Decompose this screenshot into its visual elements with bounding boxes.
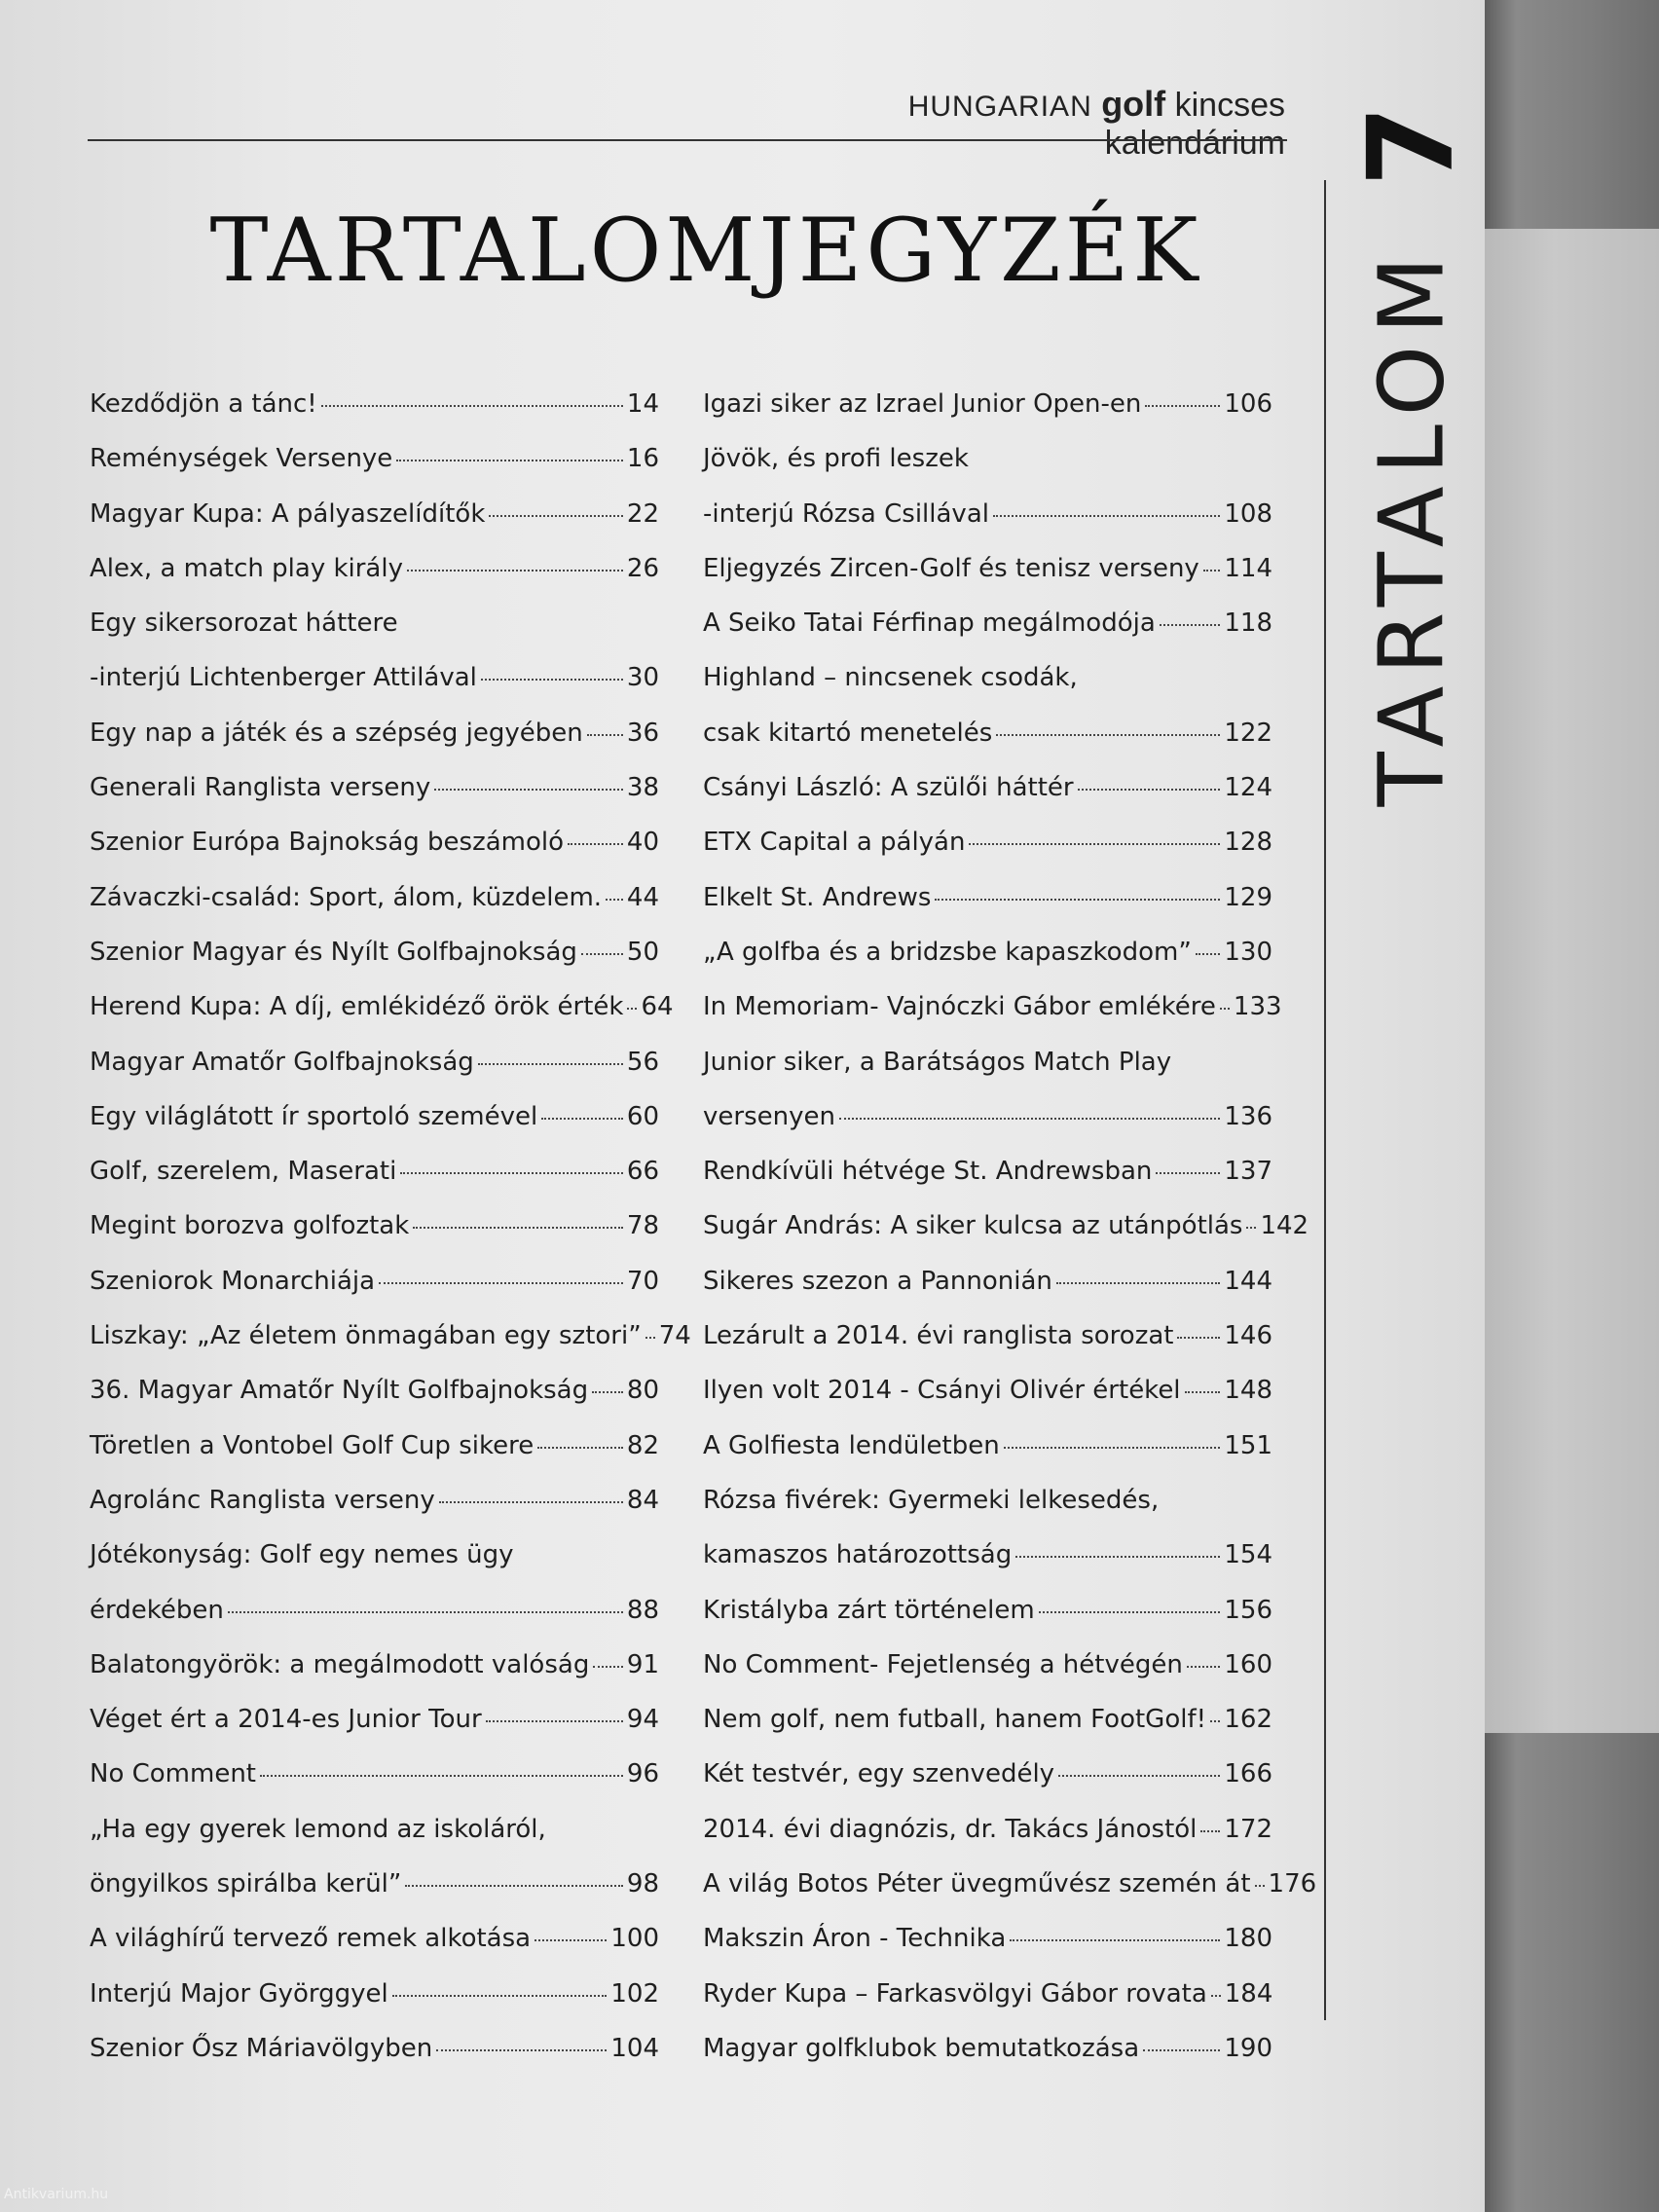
toc-entry (703, 608, 1272, 663)
toc-entry (90, 992, 674, 1047)
toc-entry-title: Eljegyzés Zircen-Golf és tenisz verseny (703, 553, 1199, 583)
toc-entry (703, 1102, 1272, 1157)
toc-leader-dots (606, 899, 623, 901)
toc-entry-page: 38 (626, 773, 659, 803)
toc-entry-title: Igazi siker az Izrael Junior Open-en (703, 389, 1142, 419)
toc-entry-page: 129 (1224, 882, 1272, 912)
toc-leader-dots (478, 1063, 623, 1065)
toc-leader-dots (993, 515, 1220, 517)
toc-entry-page: 50 (626, 937, 659, 967)
toc-entry-page: 102 (610, 1978, 659, 2009)
toc-entry-title: Závaczki-család: Sport, álom, küzdelem. (90, 882, 603, 912)
toc-leader-dots (1056, 1282, 1220, 1284)
toc-leader-dots (537, 1447, 623, 1449)
toc-entry-page: 96 (626, 1759, 659, 1789)
toc-entry-title: Golf, szerelem, Maserati (90, 1157, 397, 1187)
toc-leader-dots (1015, 1556, 1220, 1558)
toc-entry-page: 60 (626, 1101, 659, 1131)
toc-entry-title: Magyar Kupa: A pályaszelídítők (90, 498, 486, 529)
toc-entry-title: Véget ért a 2014-es Junior Tour (90, 1705, 482, 1735)
toc-entry (703, 1431, 1272, 1486)
toc-entry (90, 1486, 659, 1540)
toc-entry (703, 1267, 1272, 1321)
toc-entry-page: 30 (626, 663, 659, 693)
toc-entry (703, 1705, 1272, 1759)
toc-entry (90, 1924, 659, 1978)
toc-entry-title: versenyen (703, 1101, 835, 1131)
toc-entry-page: 124 (1224, 773, 1272, 803)
toc-entry (90, 1321, 691, 1376)
header-rule (88, 139, 1287, 141)
toc-entry-title: Csányi László: A szülői háttér (703, 773, 1074, 803)
toc-entry-title: Egy sikersorozat háttere (90, 608, 398, 639)
toc-leader-dots (489, 515, 623, 517)
toc-entry-title: Magyar golfklubok bemutatkozása (703, 2033, 1140, 2063)
toc-entry-title: A világ Botos Péter üvegművész szemén át (703, 1869, 1251, 1899)
toc-leader-dots (1185, 1391, 1221, 1393)
toc-entry-page: 142 (1260, 1211, 1309, 1241)
toc-entry-title: Rendkívüli hétvége St. Andrewsban (703, 1157, 1153, 1187)
toc-column-right (703, 389, 1317, 2088)
toc-leader-dots (439, 1501, 623, 1503)
page-header (720, 84, 1285, 163)
toc-leader-dots (1246, 1227, 1256, 1229)
toc-entry (703, 1979, 1272, 2034)
toc-leader-dots (228, 1611, 623, 1613)
toc-leader-dots (581, 953, 623, 955)
toc-entry-title: Ryder Kupa – Farkasvölgyi Gábor rovata (703, 1978, 1207, 2009)
toc-leader-dots (405, 1885, 623, 1887)
toc-entry-page: 56 (626, 1047, 659, 1077)
toc-entry (90, 1540, 659, 1595)
toc-entry-page: 180 (1224, 1924, 1272, 1954)
toc-entry (90, 1759, 659, 1814)
toc-entry-title: Jövök, és profi leszek (703, 444, 969, 474)
toc-entry-page: 104 (610, 2033, 659, 2063)
toc-entry-title: Egy nap a játék és a szépség jegyében (90, 718, 583, 748)
toc-entry-title: Sugár András: A siker kulcsa az utánpótlás (703, 1211, 1243, 1241)
toc-leader-dots (1004, 1447, 1221, 1449)
toc-leader-dots (321, 405, 623, 407)
toc-leader-dots (969, 843, 1220, 845)
toc-entry-page: 82 (626, 1430, 659, 1460)
toc-entry (703, 992, 1282, 1047)
toc-entry-page: 122 (1224, 718, 1272, 748)
toc-entry (90, 1705, 659, 1759)
toc-entry (90, 938, 659, 992)
toc-entry (90, 499, 659, 554)
toc-entry-page: 151 (1224, 1430, 1272, 1460)
toc-leader-dots (1058, 1775, 1220, 1777)
toc-entry (703, 1924, 1272, 1978)
toc-entry-page: 106 (1224, 389, 1272, 419)
toc-leader-dots (1145, 405, 1220, 407)
page-number: 7 (1344, 105, 1480, 187)
toc-entry-title: -interjú Rózsa Csillával (703, 498, 989, 529)
background-grey-strip (1485, 229, 1659, 1733)
toc-entry (90, 1979, 659, 2034)
toc-entry-page: 100 (610, 1924, 659, 1954)
toc-entry-page: 184 (1224, 1978, 1273, 2009)
toc-entry-page: 74 (658, 1321, 691, 1351)
toc-entry-title: Herend Kupa: A díj, emlékidéző örök érték (90, 992, 624, 1022)
toc-entry-title: „A golfba és a bridzsbe kapaszkodom” (703, 937, 1192, 967)
toc-leader-dots (392, 1995, 608, 1997)
toc-leader-dots (379, 1282, 623, 1284)
toc-entry-page: 44 (626, 882, 659, 912)
toc-entry-title: Szenior Magyar és Nyílt Golfbajnokság (90, 937, 577, 967)
toc-entry (703, 1048, 1272, 1102)
toc-entry (90, 1267, 659, 1321)
toc-entry-page: 118 (1224, 608, 1272, 639)
toc-entry-title: A Golfiesta lendületben (703, 1430, 1000, 1460)
toc-leader-dots (1211, 1995, 1221, 1997)
toc-leader-dots (935, 899, 1220, 901)
toc-entry-page: 148 (1224, 1376, 1272, 1406)
toc-entry-title: Elkelt St. Andrews (703, 882, 932, 912)
toc-entry (703, 2034, 1272, 2088)
toc-entry-title: kamaszos határozottság (703, 1540, 1013, 1570)
toc-entry-page: 98 (626, 1869, 659, 1899)
toc-entry-title: Sikeres szezon a Pannonián (703, 1266, 1052, 1296)
toc-entry (90, 1157, 659, 1211)
toc-leader-dots (1156, 1172, 1220, 1174)
toc-entry (90, 444, 659, 498)
toc-leader-dots (1143, 2049, 1220, 2051)
toc-entry-page: 144 (1224, 1266, 1272, 1296)
toc-leader-dots (568, 843, 623, 845)
toc-entry (703, 554, 1272, 608)
toc-entry-title: Rózsa fivérek: Gyermeki lelkesedés, (703, 1485, 1160, 1515)
toc-leader-dots (627, 1008, 637, 1010)
toc-entry-title: No Comment- Fejetlenség a hétvégén (703, 1649, 1183, 1679)
toc-entry (703, 828, 1272, 882)
toc-entry-title: Interjú Major Györggyel (90, 1978, 388, 2009)
toc-entry-title: Alex, a match play király (90, 553, 403, 583)
toc-entry-page: 172 (1224, 1814, 1272, 1844)
toc-entry (90, 389, 659, 444)
toc-leader-dots (592, 1391, 623, 1393)
toc-entry-title: Szenior Európa Bajnokság beszámoló (90, 828, 565, 858)
toc-entry (703, 1486, 1272, 1540)
toc-entry-title: érdekében (90, 1595, 224, 1625)
toc-leader-dots (1255, 1885, 1265, 1887)
toc-entry (703, 1376, 1272, 1430)
toc-entry-title: Szenior Ősz Máriavölgyben (90, 2033, 433, 2063)
toc-entry (90, 719, 659, 773)
toc-entry (703, 938, 1272, 992)
toc-entry-page: 190 (1224, 2033, 1272, 2063)
toc-entry (703, 1815, 1272, 1869)
toc-entry-page: 94 (626, 1705, 659, 1735)
toc-entry (90, 608, 659, 663)
toc-entry-title: Jótékonyság: Golf egy nemes ügy (90, 1540, 514, 1570)
toc-entry-page: 70 (626, 1266, 659, 1296)
toc-leader-dots (1177, 1337, 1220, 1339)
toc-entry (703, 1596, 1272, 1650)
toc-entry-title: Töretlen a Vontobel Golf Cup sikere (90, 1430, 535, 1460)
toc-entry-title: Két testvér, egy szenvedély (703, 1759, 1055, 1789)
toc-entry-title: Highland – nincsenek csodák, (703, 663, 1078, 693)
toc-entry (90, 1102, 659, 1157)
toc-entry-page: 146 (1224, 1321, 1272, 1351)
toc-entry-title: Kristályba zárt történelem (703, 1595, 1035, 1625)
toc-entry-title: 2014. évi diagnózis, dr. Takács Jánostól (703, 1814, 1198, 1844)
toc-entry-title: Magyar Amatőr Golfbajnokság (90, 1047, 474, 1077)
toc-entry-page: 84 (626, 1485, 659, 1515)
toc-leader-dots (1210, 1720, 1220, 1722)
toc-leader-dots (436, 2049, 607, 2051)
toc-entry (90, 554, 659, 608)
toc-entry-title: Ilyen volt 2014 - Csányi Olivér értékel (703, 1376, 1181, 1406)
toc-entry-page: 160 (1224, 1649, 1272, 1679)
toc-entry (90, 1815, 659, 1869)
toc-entry-title: Reménységek Versenye (90, 444, 393, 474)
toc-leader-dots (1203, 570, 1221, 571)
toc-leader-dots (1078, 789, 1221, 791)
toc-leader-dots (535, 1939, 607, 1941)
toc-entry (703, 1157, 1272, 1211)
toc-entry-page: 176 (1268, 1869, 1317, 1899)
header-brand-golf: golf (1101, 84, 1166, 124)
toc-leader-dots (1039, 1611, 1221, 1613)
toc-entry-page: 133 (1233, 992, 1282, 1022)
toc-entry (90, 1431, 659, 1486)
toc-entry-page: 40 (626, 828, 659, 858)
toc-entry-title: -interjú Lichtenberger Attilával (90, 663, 477, 693)
toc-entry (703, 719, 1272, 773)
toc-entry (703, 883, 1272, 938)
toc-entry (703, 499, 1272, 554)
toc-entry-page: 156 (1224, 1595, 1272, 1625)
toc-entry-title: A világhírű tervező remek alkotása (90, 1924, 532, 1954)
toc-entry (703, 1650, 1272, 1705)
toc-leader-dots (1200, 1830, 1220, 1832)
toc-entry-page: 22 (626, 498, 659, 529)
toc-entry-title: Megint borozva golfoztak (90, 1211, 410, 1241)
toc-leader-dots (486, 1720, 623, 1722)
toc-entry (703, 663, 1272, 718)
header-brand-hungarian: HUNGARIAN (907, 91, 1092, 123)
toc-entry-page: 64 (641, 992, 674, 1022)
toc-entry (703, 444, 1272, 498)
toc-entry-page: 128 (1224, 828, 1272, 858)
toc-entry (90, 1869, 659, 1924)
toc-entry-title: Egy világlátott ír sportoló szemével (90, 1101, 538, 1131)
toc-leader-dots (645, 1337, 655, 1339)
toc-entry (90, 2034, 659, 2088)
toc-entry-title: öngyilkos spirálba kerül” (90, 1869, 402, 1899)
toc-entry-page: 26 (626, 553, 659, 583)
toc-entry-page: 137 (1224, 1157, 1272, 1187)
toc-leader-dots (839, 1118, 1220, 1120)
toc-entry-title: Szeniorok Monarchiája (90, 1266, 376, 1296)
toc-leader-dots (260, 1775, 623, 1777)
toc-entry-page: 166 (1224, 1759, 1272, 1789)
toc-entry-title: Junior siker, a Barátságos Match Play (703, 1047, 1172, 1077)
toc-entry-title: Makszin Áron - Technika (703, 1924, 1007, 1954)
toc-entry-title: Liszkay: „Az életem önmagában egy sztori” (90, 1321, 642, 1351)
section-label: TARTALOM (1359, 244, 1464, 807)
toc-entry-page: 136 (1224, 1101, 1272, 1131)
toc-entry-page: 154 (1224, 1540, 1272, 1570)
toc-entry-title: Balatongyörök: a megálmodott valóság (90, 1649, 590, 1679)
toc-leader-dots (1187, 1666, 1221, 1668)
toc-entry (90, 883, 659, 938)
toc-entry-title: In Memoriam- Vajnóczki Gábor emlékére (703, 992, 1216, 1022)
toc-leader-dots (1196, 953, 1221, 955)
toc-entry (90, 773, 659, 828)
toc-entry-page: 36 (626, 718, 659, 748)
toc-entry (703, 1540, 1272, 1595)
toc-entry-title: csak kitartó menetelés (703, 718, 993, 748)
toc-leader-dots (481, 679, 623, 681)
toc-leader-dots (413, 1227, 623, 1229)
toc-leader-dots (1220, 1008, 1230, 1010)
toc-entry-page: 91 (626, 1649, 659, 1679)
toc-entry (703, 773, 1272, 828)
toc-entry-title: Lezárult a 2014. évi ranglista sorozat (703, 1321, 1174, 1351)
toc-entry-page: 16 (626, 444, 659, 474)
toc-entry (90, 663, 659, 718)
toc-entry (703, 1321, 1272, 1376)
toc-entry-title: A Seiko Tatai Férfinap megálmodója (703, 608, 1156, 639)
toc-leader-dots (587, 734, 623, 736)
toc-column-left (90, 389, 691, 2088)
header-brand-subtitle: kincses kalendárium (1104, 87, 1285, 162)
toc-entry (90, 1048, 659, 1102)
toc-entry-page: 14 (626, 389, 659, 419)
toc-entry-title: Generali Ranglista verseny (90, 773, 431, 803)
toc-entry-title: ETX Capital a pályán (703, 828, 966, 858)
toc-entry-title: „Ha egy gyerek lemond az iskoláról, (90, 1814, 546, 1844)
toc-entry-title: Kezdődjön a tánc! (90, 389, 317, 419)
toc-entry (90, 1376, 659, 1430)
watermark-text: Antikvarium.hu (4, 2187, 109, 2202)
toc-leader-dots (1160, 624, 1221, 626)
toc-entry (90, 1650, 659, 1705)
toc-entry (90, 1596, 659, 1650)
toc-entry-title: 36. Magyar Amatőr Nyílt Golfbajnokság (90, 1376, 589, 1406)
side-rule (1324, 180, 1326, 2020)
toc-entry (703, 389, 1272, 444)
toc-entry-title: Agrolánc Ranglista verseny (90, 1485, 435, 1515)
toc-entry-title: Nem golf, nem futball, hanem FootGolf! (703, 1705, 1207, 1735)
toc-entry (90, 1211, 659, 1266)
toc-entry-page: 88 (626, 1595, 659, 1625)
toc-leader-dots (541, 1118, 623, 1120)
toc-entry-title: No Comment (90, 1759, 257, 1789)
toc-leader-dots (396, 460, 623, 461)
toc-entry-page: 108 (1224, 498, 1272, 529)
page-title: TARTALOMJEGYZÉK (209, 200, 1202, 302)
toc-entry (703, 1759, 1272, 1814)
toc-entry (703, 1869, 1317, 1924)
toc-entry-page: 66 (626, 1157, 659, 1187)
toc-leader-dots (400, 1172, 623, 1174)
toc-leader-dots (434, 789, 623, 791)
toc-entry (703, 1211, 1309, 1266)
toc-entry-page: 80 (626, 1376, 659, 1406)
toc-leader-dots (593, 1666, 623, 1668)
toc-leader-dots (996, 734, 1220, 736)
toc-entry (90, 828, 659, 882)
toc-entry-page: 78 (626, 1211, 659, 1241)
toc-leader-dots (407, 570, 623, 571)
toc-leader-dots (1010, 1939, 1220, 1941)
toc-entry-page: 114 (1224, 553, 1272, 583)
toc-entry-page: 162 (1224, 1705, 1272, 1735)
toc-entry-page: 130 (1224, 937, 1272, 967)
